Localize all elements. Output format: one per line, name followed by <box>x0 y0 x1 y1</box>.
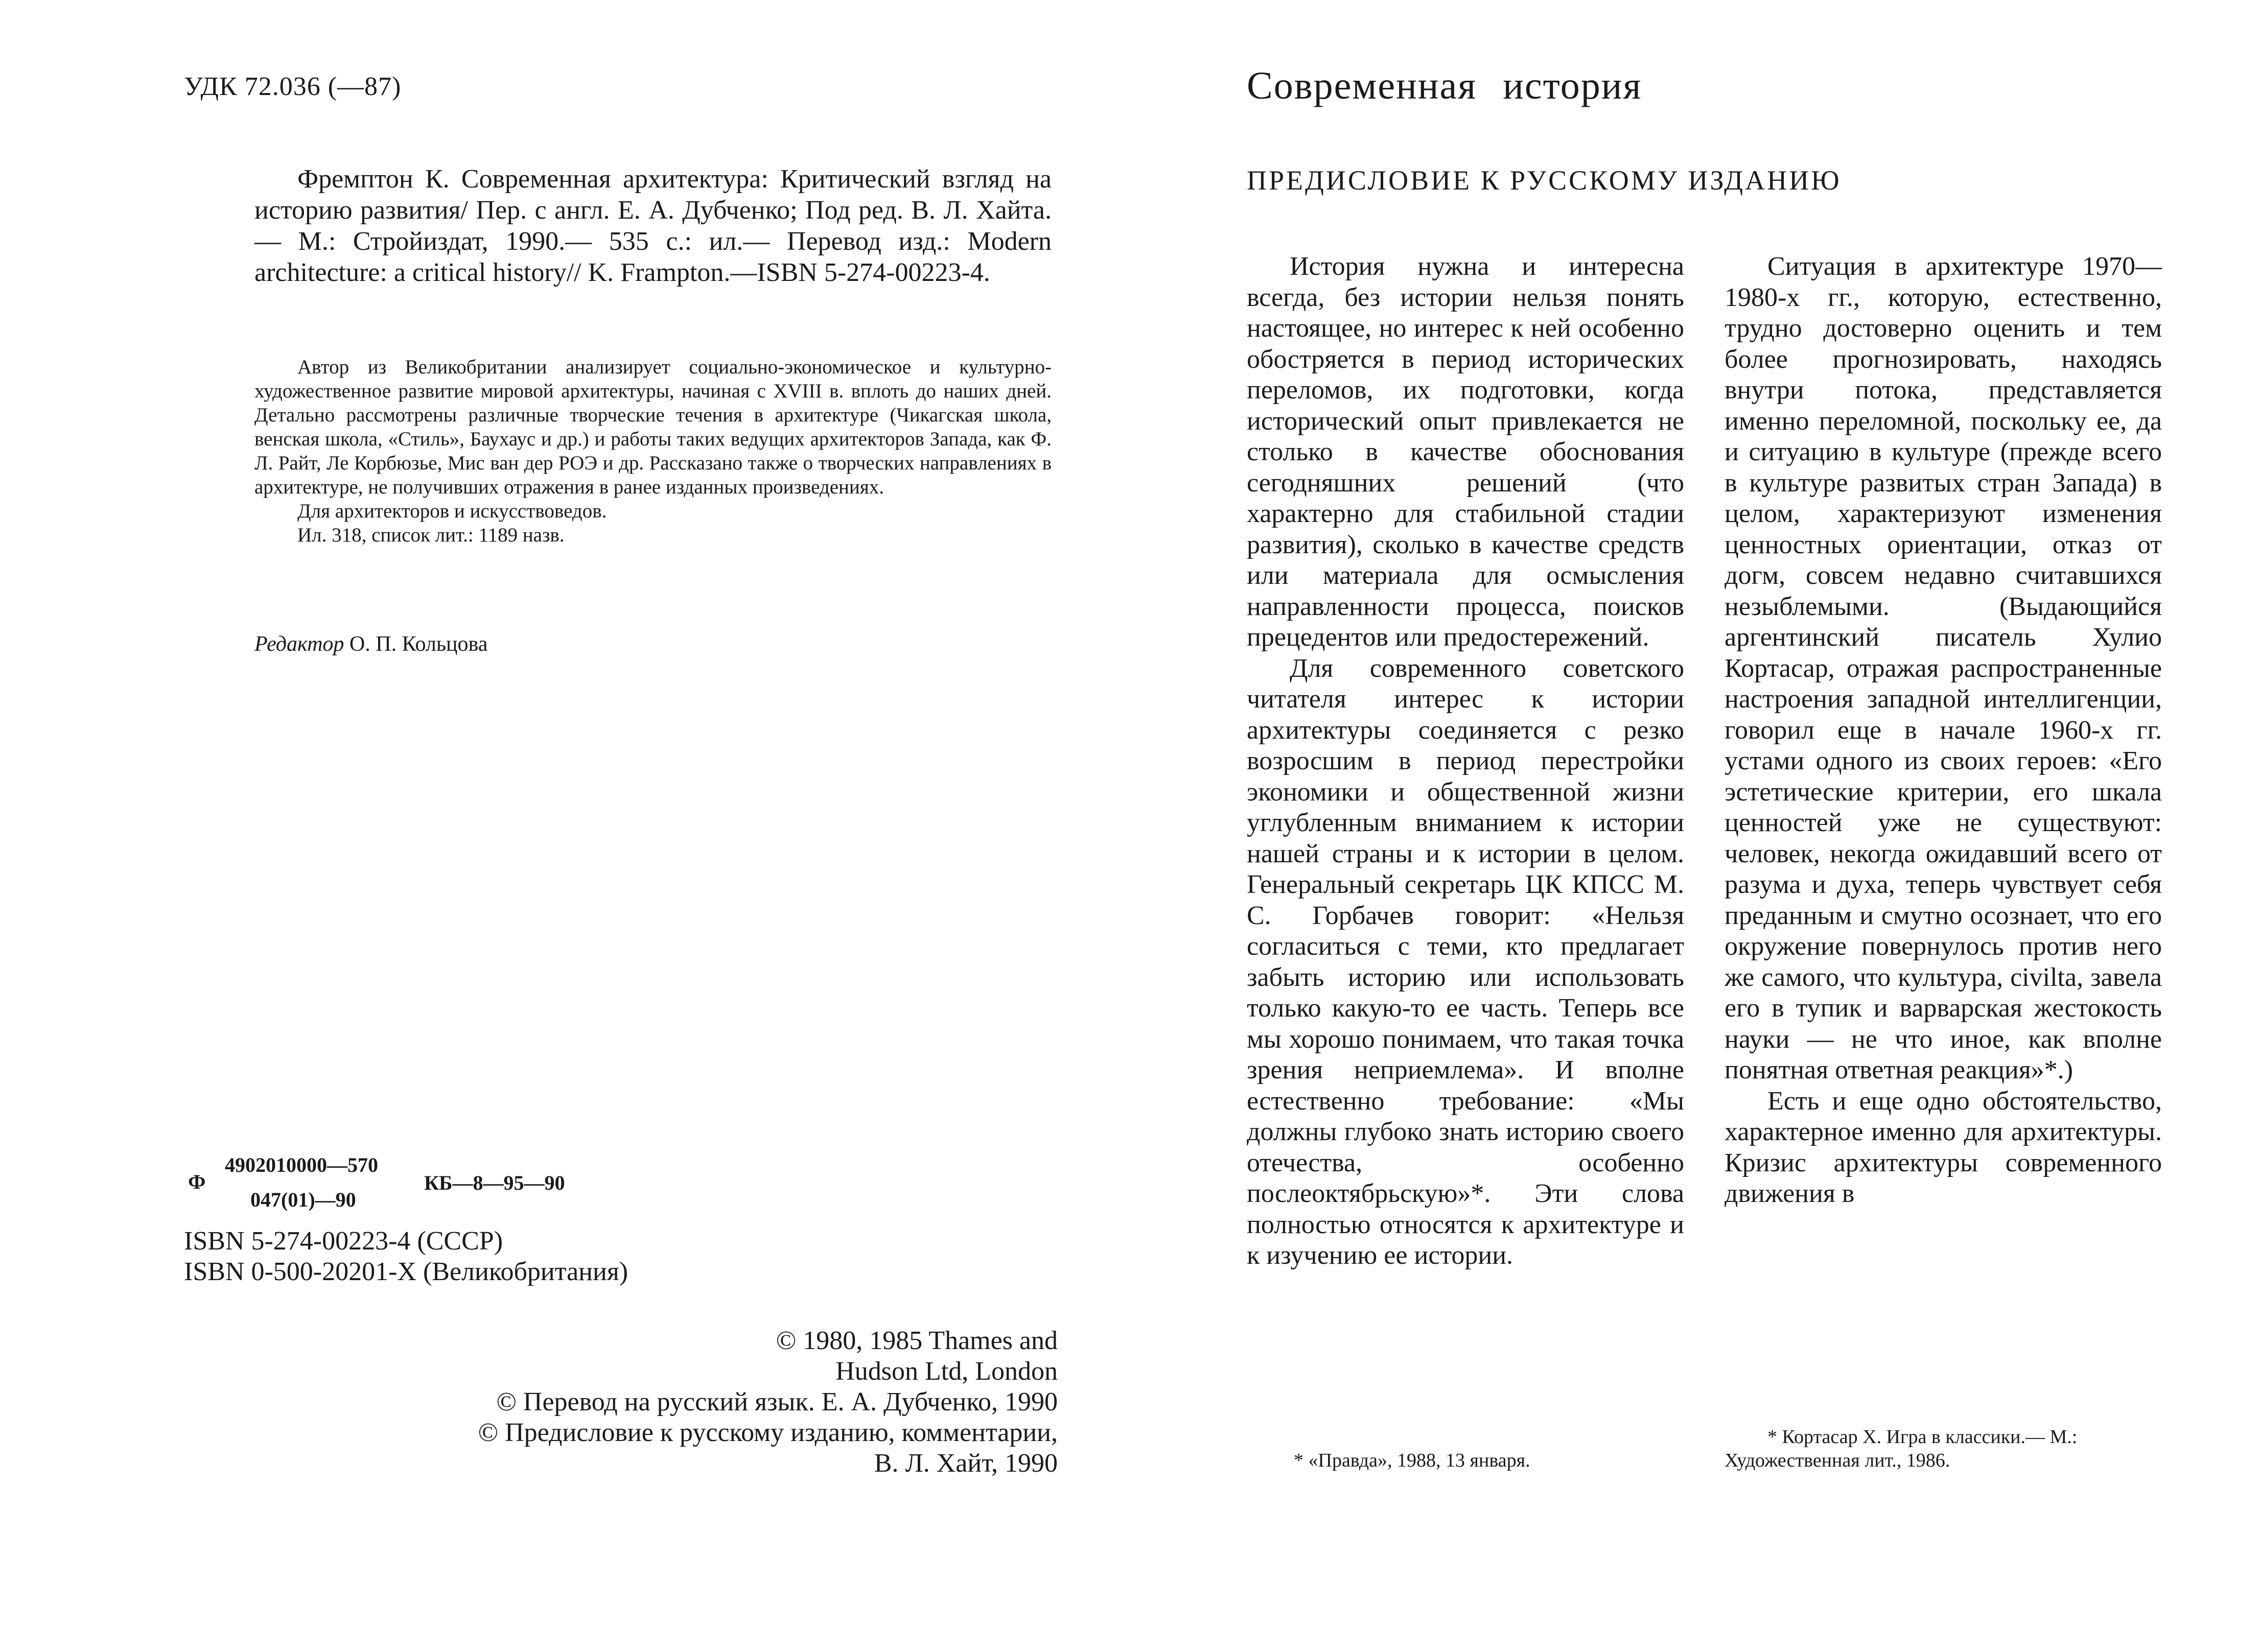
text-column-right <box>1725 251 2162 1210</box>
preface-heading: ПРЕДИСЛОВИЕ К РУССКОМУ ИЗДАНИЮ <box>1247 165 1842 196</box>
annotation-paragraph: Автор из Великобритании анализирует социально-экономическое и культурно-художественное развитие мировой архитектуры, начиная с XVIII в. вплоть до наших дней. Детально рассмотрены различные творческие течения в архитектуре (Чикагская школа, венская школа, «Стиль», Баухаус и др.) и работы таких ведущих архитекторов Запада, как Ф. Л. Райт, Ле Корбюзье, Мис ван дер РОЭ и др. Рассказано также о творческих направлениях в архитектуре, не получивших отражения в ранее изданных произведениях. <box>254 356 1052 498</box>
isbn-uk: ISBN 0-500-20201-X (Великобритания) <box>184 1257 628 1286</box>
footnote-pravda: * «Правда», 1988, 13 января. <box>1294 1450 1530 1471</box>
code-numerator: 4902010000—570 <box>225 1153 378 1176</box>
copyright-line: В. Л. Хайт, 1990 <box>874 1449 1058 1478</box>
code-kb: КБ—8—95—90 <box>424 1171 565 1194</box>
copyright-line: © Перевод на русский язык. Е. А. Дубченко, 1990 <box>496 1387 1058 1417</box>
paragraph: Есть и еще одно обстоятельство, характерное именно для архитектуры. Кризис архитектуры современного движения в <box>1725 1086 2162 1208</box>
annotation <box>254 355 1052 547</box>
annotation-audience: Для архитекторов и искусствоведов. <box>297 500 607 522</box>
code-letter: Ф <box>188 1170 206 1193</box>
editor-label: Редактор <box>254 632 344 656</box>
copyright-line: © Предисловие к русскому изданию, комментарии, <box>478 1418 1058 1447</box>
paragraph: История нужна и интересна всегда, без истории нельзя понять настоящее, но интерес к ней особенно обостряется в период исторических переломов, их подготовки, когда исторический опыт привлекается не столько в качестве обоснования сегодняшних решений (что характерно для стабильной стадии развития), сколько в качестве средств или материала для осмысления направленности процесса, поисков прецедентов или предостережений. <box>1247 252 1684 652</box>
paragraph: Для современного советского читателя интерес к истории архитектуры соединяется с резко возросшим в период перестройки экономики и общественной жизни углубленным вниманием к истории нашей страны и к истории в целом. Генеральный секретарь ЦК КПСС М. С. Горбачев говорит: «Нельзя согласиться с теми, кто предлагает забыть историю или использовать только какую-то ее часть. Теперь все мы хорошо понимаем, что такая точка зрения неприемлема». И вполне естественно требование: «Мы должны глубоко знать историю своего отечества, особенно послеоктябрьскую»*. Эти слова полностью относятся к архитектуре и к изучению ее истории. <box>1247 653 1684 1270</box>
udk-code: УДК 72.036 (—87) <box>184 72 402 101</box>
bibliographic-entry-text: Фремптон К. Современная архитектура: Критический взгляд на историю развития/ Пер. с англ. Е. А. Дубченко; Под ред. В. Л. Хайта.— М.: Стройиздат, 1990.— 535 с.: ил.— Перевод изд.: Modern architecture: a critical history// K. Frampton.—ISBN 5-274-00223-4. <box>254 164 1052 287</box>
isbn-ussr: ISBN 5-274-00223-4 (СССР) <box>184 1226 503 1256</box>
footnote-cortazar <box>1725 1425 2162 1472</box>
copyright-line: © 1980, 1985 Thames and <box>776 1326 1058 1355</box>
footnote-cortazar-text: * Кортасар X. Игра в классики.— М.: Художественная лит., 1986. <box>1725 1426 2078 1471</box>
copyright-line: Hudson Ltd, London <box>835 1357 1058 1386</box>
annotation-illustrations: Ил. 318, список лит.: 1189 назв. <box>297 524 565 546</box>
paragraph: Ситуация в архитектуре 1970—1980-х гг., которую, естественно, трудно достоверно оценить и тем более прогнозировать, находясь внутри потока, представляется именно переломной, поскольку ее, да и ситуацию в культуре (прежде всего в культуре развитых стран Запада) в целом, характеризуют изменения ценностных ориентации, отказ от догм, совсем недавно считавшихся незыблемыми. (Выдающийся аргентинский писатель Хулио Кортасар, отражая распространенные настроения западной интеллигенции, говорил еще в начале 1960-х гг. устами одного из своих героев: «Его эстетические критерии, его шкала ценностей уже не существуют: человек, некогда ожидавший всего от разума и духа, теперь чувствует себя преданным и смутно осознает, что его окружение повернулось против него же самого, что культура, civilta, завела его в тупик и варварская жестокость науки — не что иное, как вполне понятная ответная реакция»*.) <box>1725 252 2162 1084</box>
code-denominator: 047(01)—90 <box>250 1188 356 1211</box>
bibliographic-entry <box>254 163 1052 288</box>
copyright-block <box>327 1326 1058 1479</box>
series-title: Современная история <box>1247 64 1642 107</box>
editor-credit <box>254 632 487 656</box>
editor-name: О. П. Кольцова <box>349 632 488 656</box>
text-column-left <box>1247 251 1684 1271</box>
